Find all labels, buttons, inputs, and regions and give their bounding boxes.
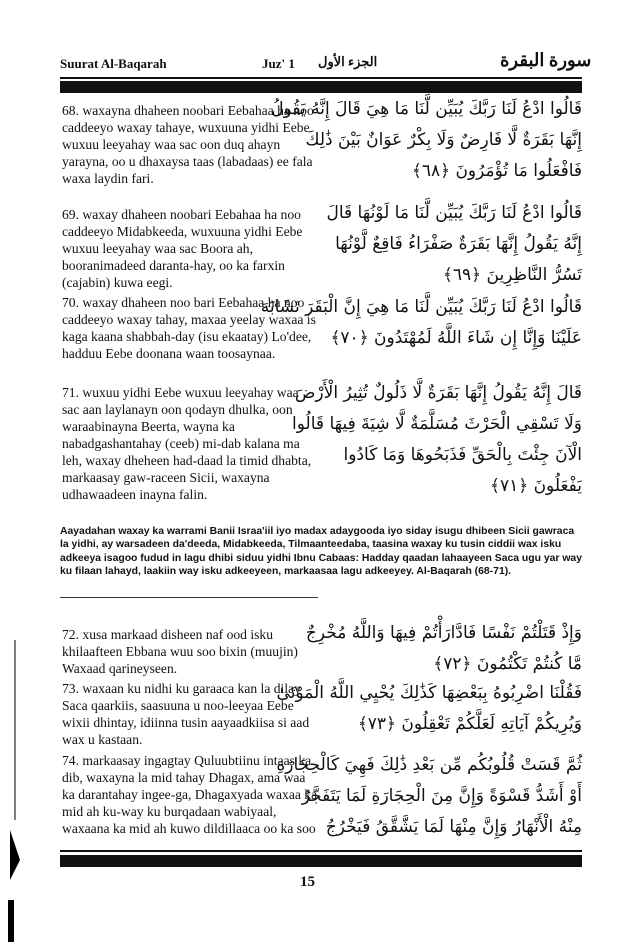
verse-71-translation: 71. wuxuu yidhi Eebe wuxuu leeyahay waa sac aan laylanayn oon qodayn dhulka, oon waraabinayna Beerta, wayna ka nabadgashantahay (ceeb) mi-dab kalana ma leh, waxay dheheen had-daad la timid dhabta, markaasay gaw-raceen Sicii, waxayna udhawaadeen inayna falin. <box>62 385 312 502</box>
verse-73-arabic <box>276 678 582 740</box>
arabic-line: قَالُوا ادْعُ لَنَا رَبَّكَ يُبَيِّن لَّنَا مَا هِيَ قَالَ إِنَّهُ يَقُولُ <box>271 99 582 119</box>
scan-mark <box>10 830 20 880</box>
verse-74-translation: 74. markaasay ingagtay Quluubtiinu intaas ka dib, waxayna la mid tahay Dhagax, ama waa ka darantahay ingee-ga, Dhagaxyada waxaa ka mid ah ku-way ku burqadaan wabiyaal, waxaana ka mid ah kuwo dildillaaca oo ka soo <box>62 753 318 836</box>
arabic-line: قَالُوا ادْعُ لَنَا رَبَّكَ يُبَيِّن لَّنَا مَا هِيَ إِنَّ الْبَقَرَ تَشَابَهَ <box>260 297 582 317</box>
arabic-line: إِنَّهُ يَقُولُ إِنَّهَا بَقَرَةٌ صَفْرَاءُ فَاقِعٌ لَّوْنُهَا <box>335 234 582 254</box>
verse-68-translation: 68. waxayna dhaheen noobari Eebahaa ha noo caddeeyo waxay tahaye, wuxuuna yidhi Eebe wuxuu leeyahay waa sac oon duq ahayn yarayna, oo u dhaxaysa taas (labadaas) ee fala waxa laydin fari. <box>62 103 314 186</box>
footer-rule-thin <box>60 850 582 852</box>
arabic-line: وَيُرِيكُمْ آيَاتِهِ لَعَلَّكُمْ تَعْقِلُونَ ﴿٧٣﴾ <box>357 714 582 734</box>
arabic-line: قَالَ إِنَّهُ يَقُولُ إِنَّهَا بَقَرَةٌ لَّا ذَلُولٌ تُثِيرُ الْأَرْضَ <box>294 383 582 403</box>
arabic-line: مَّا كُنتُمْ تَكْتُمُونَ ﴿٧٢﴾ <box>433 654 582 674</box>
arabic-line: أَوْ أَشَدُّ قَسْوَةً وَإِنَّ مِنَ الْحِجَارَةِ لَمَا يَتَفَجَّرُ <box>301 786 582 806</box>
verse-74-arabic <box>276 750 582 843</box>
verse-72-translation: 72. xusa markaad disheen naf ood isku khilaafteen Ebbana wuu soo bixin (muujin) Waxaad qarineyseen. <box>62 627 298 676</box>
surah-name: Suurat Al-Baqarah <box>60 56 167 71</box>
arabic-line: الْآنَ جِئْتَ بِالْحَقِّ فَذَبَحُوهَا وَمَا كَادُوا <box>343 445 582 465</box>
arabic-line: فَقُلْنَا اضْرِبُوهُ بِبَعْضِهَا كَذَٰلِكَ يُحْيِي اللَّهُ الْمَوْتَىٰ <box>276 683 582 703</box>
surah-name-arabic: سورة البقرة <box>500 50 592 70</box>
header-rule-thick <box>60 81 582 93</box>
arabic-line: قَالُوا ادْعُ لَنَا رَبَّكَ يُبَيِّن لَّنَا مَا لَوْنُهَا قَالَ <box>326 203 582 223</box>
page-number: 15 <box>300 874 315 890</box>
verse-71-arabic <box>292 378 582 502</box>
verse-72-arabic <box>305 618 582 680</box>
arabic-line: ثُمَّ قَسَتْ قُلُوبُكُم مِّن بَعْدِ ذَٰلِكَ فَهِيَ كَالْحِجَارَةِ <box>276 755 582 775</box>
arabic-line: يَفْعَلُونَ ﴿٧١﴾ <box>489 476 582 496</box>
arabic-line: مِنْهُ الْأَنْهَارُ وَإِنَّ مِنْهَا لَمَا يَشَّقَّقُ فَيَخْرُجُ <box>325 817 582 837</box>
header-rule-thin <box>60 77 582 79</box>
section-divider <box>60 597 318 598</box>
scan-mark <box>8 900 14 942</box>
arabic-line: إِنَّهَا بَقَرَةٌ لَّا فَارِضٌ وَلَا بِكْرٌ عَوَانٌ بَيْنَ ذَٰلِكَ <box>305 130 582 150</box>
juz-arabic: الجزء الأول <box>318 54 378 69</box>
verse-70-translation: 70. waxay dhaheen noo bari Eebahaa ha noo caddeeyo waxay tahay, maxaa yeelay waxaa is kaga kaana shabbah-day (isu ekaatay) Lo'dee, hadduu Eebe doonana waan toosaynaa. <box>62 295 316 361</box>
verse-69-arabic <box>326 198 582 291</box>
footer-rule-thick <box>60 855 582 867</box>
verse-68-arabic <box>271 94 582 187</box>
verse-69-translation: 69. waxay dhaheen noobari Eebahaa ha noo caddeeyo Midabkeeda, wuxuuna yidhi Eebe wuxuu leeyahay waa sac Boora ah, booranimadeed daranta-hay, oo ka farxin (cajabin) kuwa eegi. <box>62 207 303 290</box>
arabic-line: عَلَيْنَا وَإِنَّا إِن شَاءَ اللَّهُ لَمُهْتَدُونَ ﴿٧٠﴾ <box>330 328 582 348</box>
juz-label: Juz' 1 <box>262 56 295 71</box>
arabic-line: وَلَا تَسْقِي الْحَرْثَ مُسَلَّمَةٌ لَّا شِيَةَ فِيهَا قَالُوا <box>292 414 582 434</box>
commentary-summary: Aayadahan waxay ka warrami Banii Israa'iil iyo madax adaygooda iyo siday isugu dhibeen Sicii gawraca la yidhi, ay warsadeen da'deeda, Midabkeeda, Tilmaanteedaba, taasina waxay ku tusin ciddii wax isku adkeeya isagoo fudud in lagu dhibi siduu yidhi Ibnu Cabaas: Hadday qaadan lahaayeen Saca ugu yar way ku filaan lahayd, laakiin way isku adkeeyeen, markaasaa lagu adkeeyey. Al-Baqarah (68-71). <box>60 526 582 578</box>
verse-73-translation: 73. waxaan ku nidhi ku garaaca kan la dilay Saca qaarkiis, saasuuna u noo-leeyaa Eebe wixii dhintay, idiinna tusin aayaadkiisa si aad wax u kastaan. <box>62 681 310 747</box>
arabic-line: وَإِذْ قَتَلْتُمْ نَفْسًا فَادَّارَأْتُمْ فِيهَا وَاللَّهُ مُخْرِجٌ <box>305 623 582 643</box>
arabic-line: تَسُرُّ النَّاظِرِينَ ﴿٦٩﴾ <box>442 265 582 285</box>
scan-mark <box>14 640 16 820</box>
verse-70-arabic <box>260 292 582 354</box>
arabic-line: فَافْعَلُوا مَا تُؤْمَرُونَ ﴿٦٨﴾ <box>411 161 582 181</box>
